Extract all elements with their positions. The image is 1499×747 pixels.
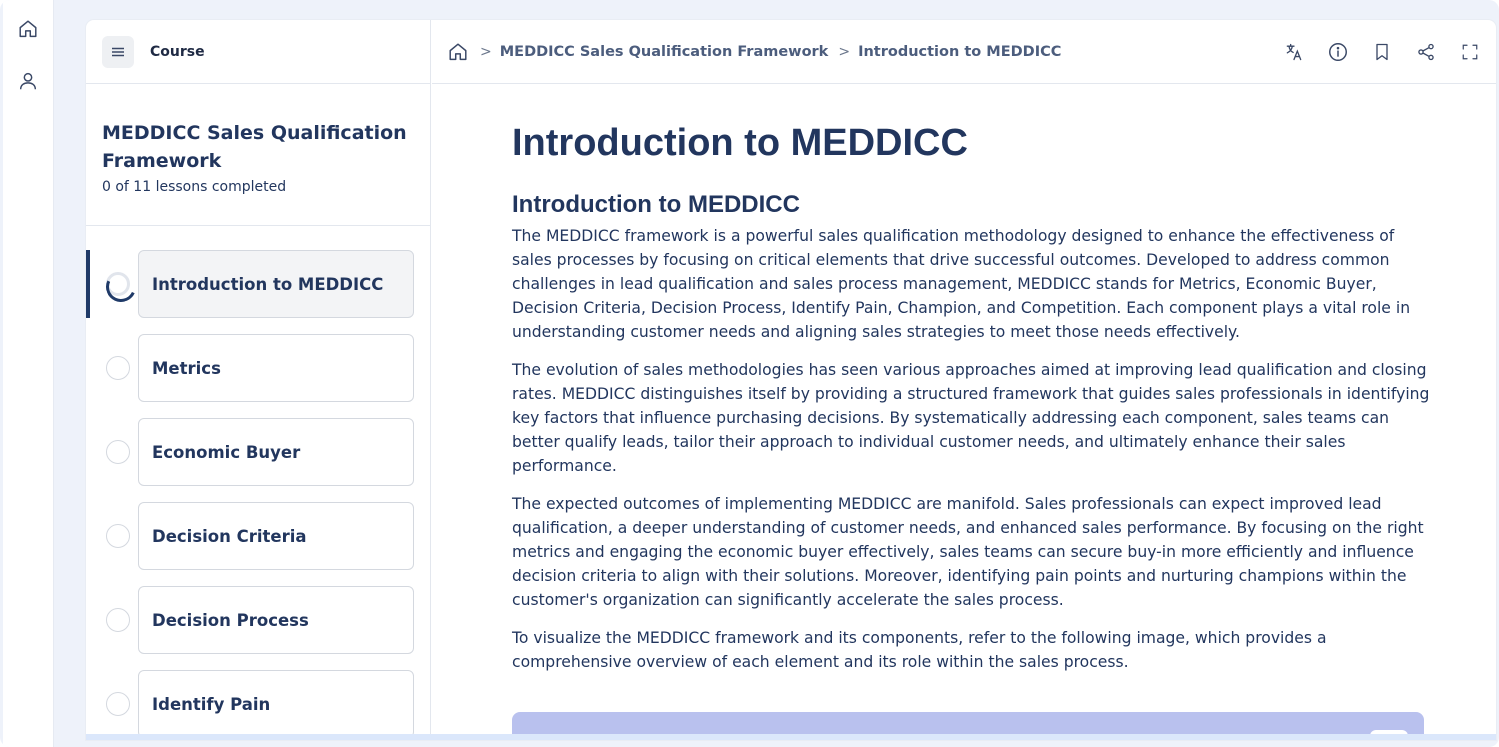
content-topbar bbox=[432, 20, 1496, 84]
in-progress-icon bbox=[106, 272, 130, 296]
paragraph: The evolution of sales methodologies has seen various approaches aimed at improving lead qualification and closing rates. MEDDICC distinguishes itself by providing a structured framework that guides sales professionals in identifying key factors that influence purchasing decisions. By systematically addressing each component, sales teams can better qualify leads, tailor their approach to individual customer needs, and ultimately enhance their sales performance. bbox=[512, 361, 1430, 475]
incomplete-circle-icon bbox=[106, 356, 130, 380]
lesson-title: Introduction to MEDDICC bbox=[512, 122, 968, 164]
fullscreen-icon bbox=[1461, 43, 1479, 61]
course-card bbox=[86, 20, 1496, 740]
paragraph: The expected outcomes of implementing MEDDICC are manifold. Sales professionals can expect improved lead qualification, a deeper understanding of customer needs, and enhanced sales performance. By focusing on the right metrics and engaging the economic buyer effectively, sales teams can secure buy-in more efficiently and influence decision criteria to align with their solutions. Moreover, identifying pain points and nurturing champions within the customer's organization can significantly accelerate the sales process. bbox=[512, 495, 1424, 609]
course-sidebar bbox=[86, 20, 431, 740]
lesson-item[interactable] bbox=[86, 502, 430, 586]
bookmark-icon bbox=[1372, 42, 1392, 62]
home-nav-button[interactable] bbox=[14, 15, 42, 43]
hamburger-icon bbox=[110, 44, 126, 60]
lesson-button[interactable]: Introduction to MEDDICC bbox=[138, 250, 414, 318]
breadcrumb-separator: > bbox=[480, 43, 492, 60]
course-info bbox=[86, 84, 430, 226]
sidebar-header bbox=[86, 20, 430, 84]
lesson-button[interactable]: Decision Criteria bbox=[138, 502, 414, 570]
fullscreen-button[interactable] bbox=[1458, 40, 1482, 64]
user-icon bbox=[17, 70, 39, 92]
lesson-item[interactable] bbox=[86, 670, 430, 740]
active-lesson-indicator bbox=[86, 250, 90, 318]
incomplete-circle-icon bbox=[106, 692, 130, 716]
lesson-content bbox=[432, 20, 1496, 740]
home-icon bbox=[447, 41, 469, 63]
course-title: MEDDICC Sales Qualification Framework bbox=[102, 122, 407, 172]
profile-nav-button[interactable] bbox=[14, 67, 42, 95]
breadcrumb-home-button[interactable] bbox=[446, 40, 470, 64]
section-heading: Introduction to MEDDICC bbox=[512, 191, 800, 218]
card-bottom-edge bbox=[86, 734, 1496, 740]
lesson-item[interactable] bbox=[86, 250, 430, 334]
incomplete-circle-icon bbox=[106, 440, 130, 464]
info-button[interactable] bbox=[1326, 40, 1350, 64]
bookmark-button[interactable] bbox=[1370, 40, 1394, 64]
toolbar-actions bbox=[1282, 40, 1482, 64]
home-icon bbox=[17, 18, 39, 40]
lesson-list bbox=[86, 226, 430, 740]
incomplete-circle-icon bbox=[106, 608, 130, 632]
lesson-item[interactable] bbox=[86, 418, 430, 502]
paragraph: The MEDDICC framework is a powerful sales qualification methodology designed to enhance the effectiveness of sales processes by focusing on critical elements that drive successful outcomes. Developed to address common challenges in lead qualification and sales process management, MEDDICC stands for Metrics, Economic Buyer, Decision Criteria, Decision Process, Identify Pain, Champion, and Competition. Each component plays a vital role in understanding customer needs and aligning sales strategies to meet those needs effectively. bbox=[512, 227, 1411, 341]
lesson-item[interactable] bbox=[86, 334, 430, 418]
left-rail bbox=[3, 0, 54, 747]
share-button[interactable] bbox=[1414, 40, 1438, 64]
share-icon bbox=[1416, 42, 1436, 62]
article-body bbox=[512, 120, 1432, 688]
lesson-item[interactable] bbox=[86, 586, 430, 670]
breadcrumb-current-lesson: Introduction to MEDDICC bbox=[858, 43, 1062, 60]
menu-toggle-button[interactable] bbox=[102, 36, 134, 68]
translate-icon bbox=[1284, 42, 1304, 62]
breadcrumb-separator: > bbox=[838, 43, 851, 60]
lesson-button[interactable]: Economic Buyer bbox=[138, 418, 414, 486]
breadcrumb-course-link[interactable]: MEDDICC Sales Qualification Framework bbox=[499, 43, 829, 60]
sidebar-header-label: Course bbox=[150, 43, 205, 60]
incomplete-circle-icon bbox=[106, 524, 130, 548]
lesson-button[interactable]: Metrics bbox=[138, 334, 414, 402]
lesson-button[interactable]: Identify Pain bbox=[138, 670, 414, 738]
info-icon bbox=[1327, 41, 1349, 63]
course-progress: 0 of 11 lessons completed bbox=[102, 179, 287, 195]
lesson-button[interactable]: Decision Process bbox=[138, 586, 414, 654]
translate-button[interactable] bbox=[1282, 40, 1306, 64]
paragraph: To visualize the MEDDICC framework and its components, refer to the following image, which provides a comprehensive overview of each element and its role within the sales process. bbox=[512, 629, 1327, 671]
